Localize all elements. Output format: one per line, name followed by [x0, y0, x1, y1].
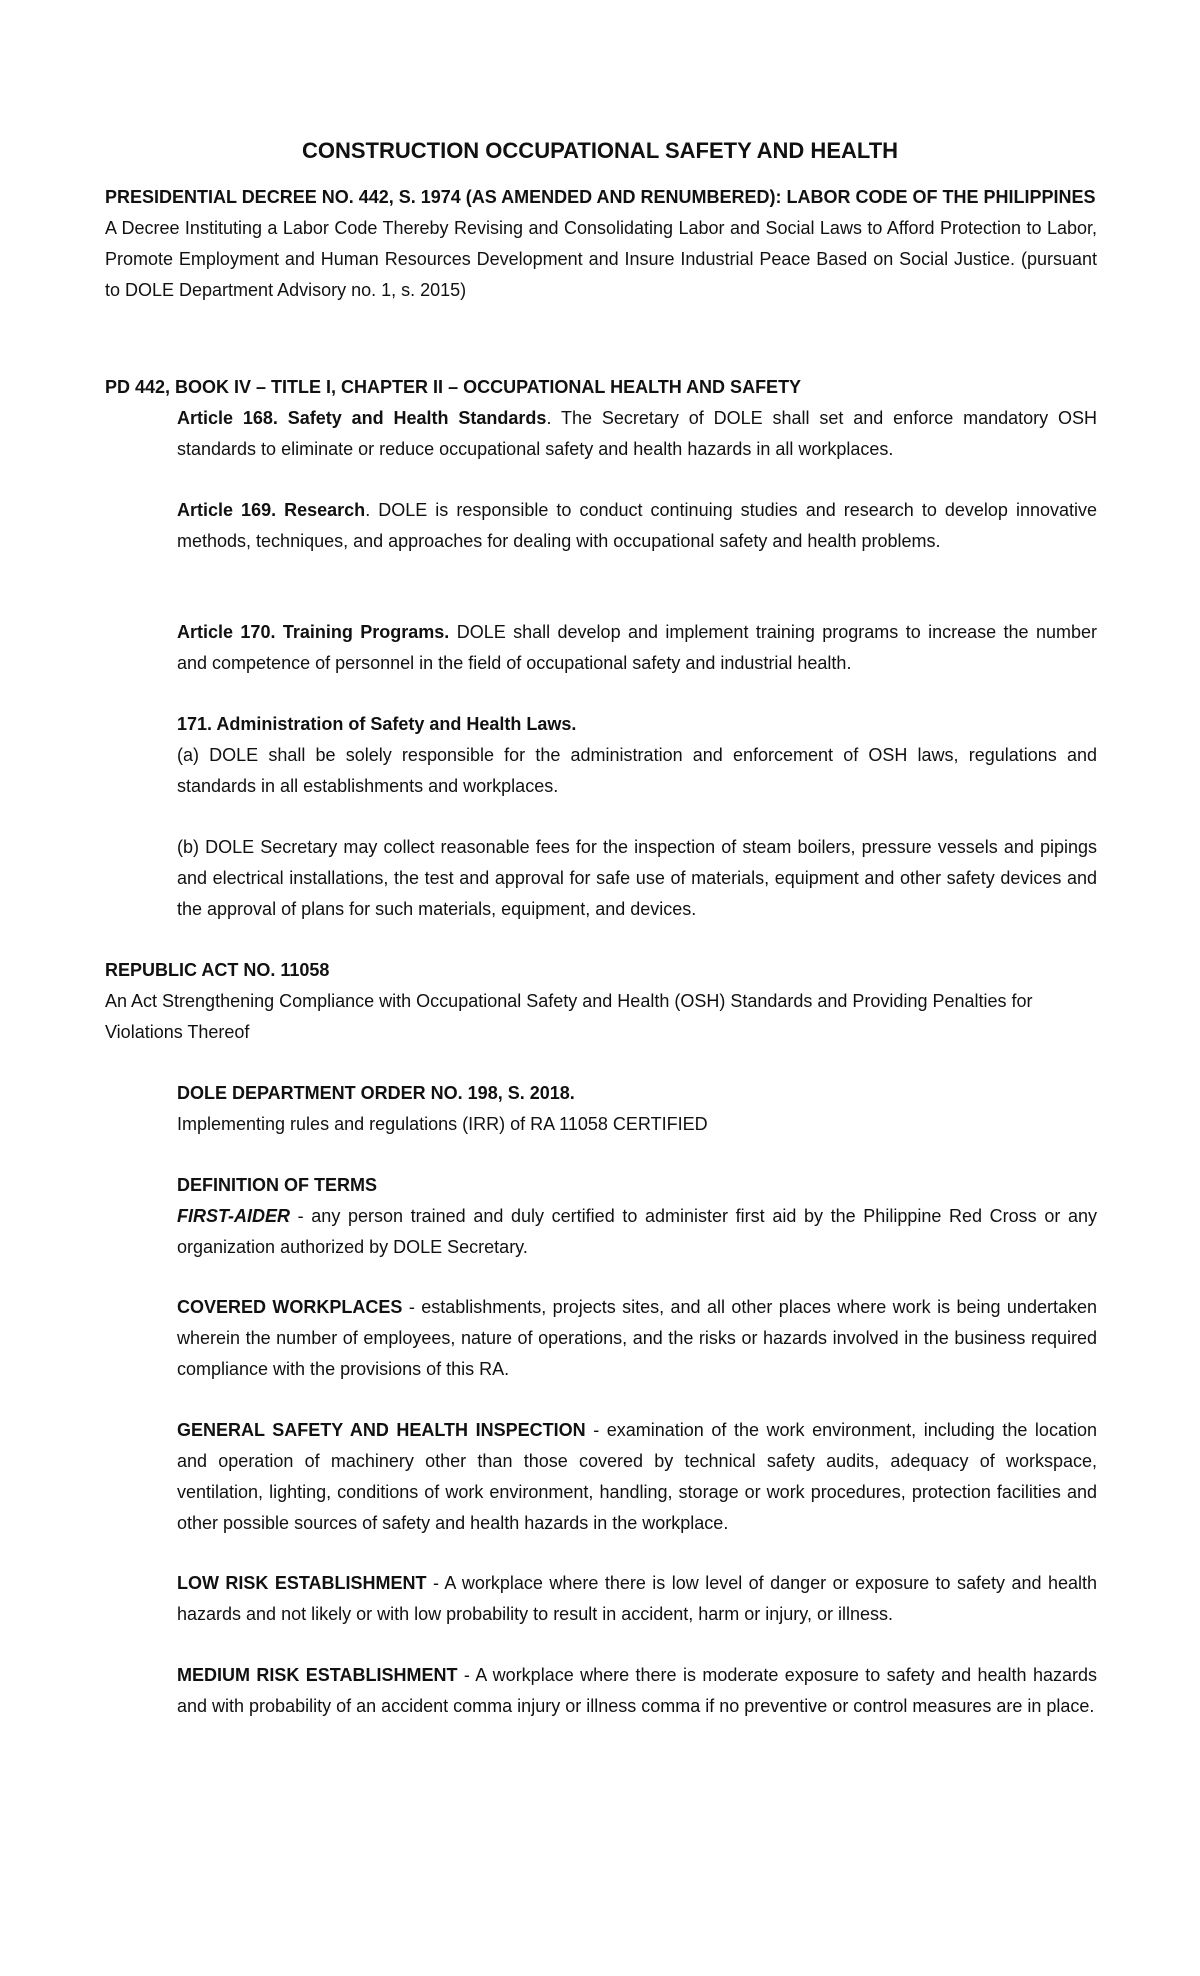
do198-description: Implementing rules and regulations (IRR) of RA 11058 CERTIFIED [177, 1114, 708, 1134]
chapter-heading: PD 442, BOOK IV – TITLE I, CHAPTER II – OCCUPATIONAL HEALTH AND SAFETY [105, 377, 802, 397]
covered-term: COVERED WORKPLACES [177, 1297, 403, 1317]
covered-text: - establishments, projects sites, and all other places where work is being undertaken wherein the number of employees, nature of operations, and the risks or hazards involved in the business required compliance with the provisions of this RA. [177, 1297, 1097, 1379]
article-169-text: DOLE is responsible to conduct continuing studies and research to develop innovative methods, techniques, and approaches for dealing with occupational safety and health problems. [177, 500, 1098, 551]
definition-low [177, 1568, 1097, 1630]
definitions-heading: DEFINITION OF TERMS [177, 1175, 377, 1195]
article-168-punct: . [546, 408, 552, 428]
article-170-label: Article 170. Training Programs. [177, 622, 450, 642]
low-text: - A workplace where there is low level of danger or exposure to safety and health hazards and not likely or with low probability to result in accident, harm or injury, or illness. [177, 1573, 1097, 1624]
low-term: LOW RISK ESTABLISHMENT [177, 1573, 427, 1593]
article-168 [177, 403, 1097, 465]
article-170 [177, 617, 1097, 679]
pd442-section [105, 182, 1097, 306]
article-171 [177, 709, 1097, 802]
article-168-label: Article 168. Safety and Health Standards [177, 408, 547, 428]
article-170-text: DOLE shall develop and implement training programs to increase the number and competence of personnel in the field of occupational safety and industrial health. [177, 622, 1097, 673]
article-171-a: (a) DOLE shall be solely responsible for the administration and enforcement of OSH laws, regulations and standards in all establishments and workplaces. [177, 745, 1097, 796]
definition-medium [177, 1660, 1097, 1722]
ra11058-section [105, 955, 1097, 1048]
pd442-heading: PRESIDENTIAL DECREE NO. 442, S. 1974 (AS AMENDED AND RENUMBERED): LABOR CODE OF THE PHILIPPINES [105, 187, 1096, 207]
definition-general [177, 1415, 1097, 1539]
medium-text: - A workplace where there is moderate exposure to safety and health hazards and with probability of an accident comma injury or illness comma if no preventive or control measures are in place. [177, 1665, 1097, 1716]
general-text: - examination of the work environment, including the location and operation of machinery other than those covered by technical safety audits, adequacy of workspace, ventilation, lighting, conditions of work environment, handling, storage or work procedures, protection facilities and other possible sources of safety and health hazards in the workplace. [177, 1420, 1097, 1533]
do198-section [177, 1078, 1097, 1140]
definition-covered [177, 1292, 1097, 1385]
article-169-punct: . [365, 500, 371, 520]
definition-first-aider [177, 1201, 1097, 1263]
medium-term: MEDIUM RISK ESTABLISHMENT [177, 1665, 458, 1685]
do198-heading: DOLE DEPARTMENT ORDER NO. 198, S. 2018. [177, 1083, 575, 1103]
pd442-description: A Decree Instituting a Labor Code Thereby Revising and Consolidating Labor and Social Laws to Afford Protection to Labor, Promote Employment and Human Resources Development and Insure Industrial Peace Based on Social Justice. (pursuant to DOLE Department Advisory no. 1, s. 2015) [105, 218, 1097, 300]
chapter-section [105, 372, 1097, 403]
general-term: GENERAL SAFETY AND HEALTH INSPECTION [177, 1420, 586, 1440]
article-171-b: (b) DOLE Secretary may collect reasonable fees for the inspection of steam boilers, pressure vessels and pipings and electrical installations, the test and approval for safe use of materials, equipment and other safety devices and the approval of plans for such materials, equipment, and devices. [177, 837, 1097, 919]
first-aider-text: - any person trained and duly certified to administer first aid by the Philippine Red Cross or any organization authorized by DOLE Secretary. [177, 1206, 1097, 1257]
article-169-label: Article 169. Research [177, 500, 366, 520]
ra11058-heading: REPUBLIC ACT NO. 11058 [105, 960, 330, 980]
article-171-b-block [177, 832, 1097, 925]
article-171-label: 171. Administration of Safety and Health Laws. [177, 714, 577, 734]
article-168-text: The Secretary of DOLE shall set and enforce mandatory OSH standards to eliminate or reduce occupational safety and health hazards in all workplaces. [177, 408, 1097, 459]
definitions-section [177, 1170, 1097, 1263]
document-title: CONSTRUCTION OCCUPATIONAL SAFETY AND HEALTH [301, 138, 899, 163]
ra11058-description: An Act Strengthening Compliance with Occupational Safety and Health (OSH) Standards and Providing Penalties for Violations Thereof [105, 991, 1033, 1042]
first-aider-term: FIRST-AIDER [177, 1206, 291, 1226]
article-169 [177, 495, 1097, 557]
